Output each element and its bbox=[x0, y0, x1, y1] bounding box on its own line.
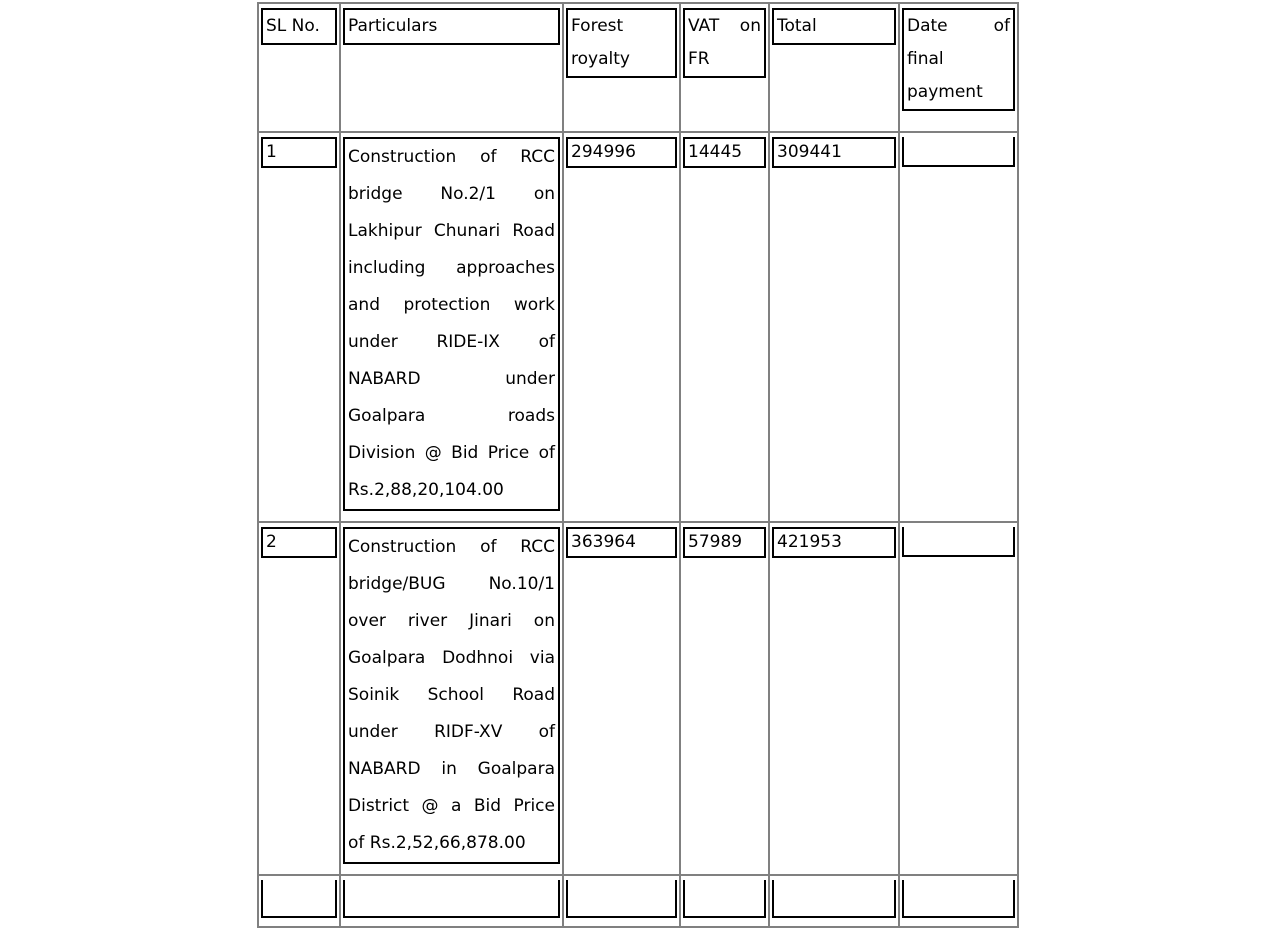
text-line: 57989 bbox=[688, 532, 743, 552]
row-3-cell-forest-royalty bbox=[564, 876, 681, 928]
row-2-cell-forest-royalty bbox=[564, 523, 681, 876]
text-line: over river Jinari on bbox=[348, 611, 555, 631]
row-3-cell-total-box bbox=[772, 880, 896, 918]
row-2-cell-vat-on-fr-box bbox=[683, 527, 766, 558]
row-1-cell-vat-on-fr-box bbox=[683, 137, 766, 168]
header-cell-total bbox=[770, 4, 900, 133]
row-1-cell-forest-royalty-box bbox=[566, 137, 677, 168]
text-line: final bbox=[907, 49, 944, 69]
row-2-cell-sl-no bbox=[259, 523, 341, 876]
text-line: Goalpara Dodhnoi via bbox=[348, 648, 555, 668]
text-line: Construction of RCC bbox=[348, 147, 555, 167]
text-line: Rs.2,88,20,104.00 bbox=[348, 480, 504, 500]
row-1-cell-sl-no-box bbox=[261, 137, 337, 168]
row-2-cell-date-of-final-payment-box bbox=[902, 527, 1015, 557]
text-line: Construction of RCC bbox=[348, 537, 555, 557]
text-line: 14445 bbox=[688, 142, 743, 162]
text-line: Division @ Bid Price of bbox=[348, 443, 555, 463]
header-cell-vat-on-fr bbox=[681, 4, 770, 133]
header-cell-vat-on-fr-box bbox=[683, 8, 766, 78]
row-1-cell-total-box bbox=[772, 137, 896, 168]
header-cell-sl-no-box bbox=[261, 8, 337, 45]
payments-table bbox=[257, 2, 1019, 928]
row-1-cell-particulars bbox=[341, 133, 564, 523]
text-line: Goalpara roads bbox=[348, 406, 555, 426]
text-line: payment bbox=[907, 82, 983, 102]
row-2-cell-sl-no-box bbox=[261, 527, 337, 558]
row-3-cell-total bbox=[770, 876, 900, 928]
text-line: royalty bbox=[571, 49, 630, 69]
header-cell-total-box bbox=[772, 8, 896, 45]
text-line: Date of bbox=[907, 16, 1010, 36]
row-2-cell-forest-royalty-box bbox=[566, 527, 677, 558]
text-line: Forest bbox=[571, 16, 624, 36]
text-line: 1 bbox=[266, 142, 277, 162]
text-line: District @ a Bid Price bbox=[348, 796, 555, 816]
row-2-cell-total-box bbox=[772, 527, 896, 558]
text-line: under RIDF-XV of bbox=[348, 722, 555, 742]
row-1-cell-vat-on-fr bbox=[681, 133, 770, 523]
text-line: Total bbox=[777, 16, 817, 36]
row-3-cell-sl-no-box bbox=[261, 880, 337, 918]
row-2-cell-particulars bbox=[341, 523, 564, 876]
row-1-cell-sl-no bbox=[259, 133, 341, 523]
text-line: of Rs.2,52,66,878.00 bbox=[348, 833, 526, 853]
text-line: 421953 bbox=[777, 532, 842, 552]
header-cell-forest-royalty bbox=[564, 4, 681, 133]
row-3-cell-particulars-box bbox=[343, 880, 560, 918]
text-line: bridge No.2/1 on bbox=[348, 184, 555, 204]
text-line: 2 bbox=[266, 532, 277, 552]
row-1-cell-date-of-final-payment-box bbox=[902, 137, 1015, 167]
row-2-cell-total bbox=[770, 523, 900, 876]
header-cell-sl-no bbox=[259, 4, 341, 133]
row-3-cell-date-of-final-payment-box bbox=[902, 880, 1015, 918]
text-line: FR bbox=[688, 49, 710, 69]
header-cell-particulars-box bbox=[343, 8, 560, 45]
text-line: 363964 bbox=[571, 532, 636, 552]
text-line: 309441 bbox=[777, 142, 842, 162]
row-3-cell-vat-on-fr-box bbox=[683, 880, 766, 918]
row-3-cell-sl-no bbox=[259, 876, 341, 928]
row-3-cell-vat-on-fr bbox=[681, 876, 770, 928]
row-1-cell-particulars-box bbox=[343, 137, 560, 511]
text-line: including approaches bbox=[348, 258, 555, 278]
text-line: and protection work bbox=[348, 295, 555, 315]
text-line: NABARD under bbox=[348, 369, 555, 389]
text-line: VAT on bbox=[688, 16, 761, 36]
row-3-cell-forest-royalty-box bbox=[566, 880, 677, 918]
text-line: Particulars bbox=[348, 16, 438, 36]
row-1-cell-forest-royalty bbox=[564, 133, 681, 523]
header-cell-date-of-final-payment-box bbox=[902, 8, 1015, 111]
row-2-cell-particulars-box bbox=[343, 527, 560, 864]
row-3-cell-particulars bbox=[341, 876, 564, 928]
text-line: Lakhipur Chunari Road bbox=[348, 221, 555, 241]
row-2-cell-vat-on-fr bbox=[681, 523, 770, 876]
text-line: Soinik School Road bbox=[348, 685, 555, 705]
text-line: SL No. bbox=[266, 16, 320, 36]
header-cell-forest-royalty-box bbox=[566, 8, 677, 78]
row-1-cell-date-of-final-payment bbox=[900, 133, 1019, 523]
text-line: under RIDE-IX of bbox=[348, 332, 555, 352]
header-cell-particulars bbox=[341, 4, 564, 133]
text-line: bridge/BUG No.10/1 bbox=[348, 574, 555, 594]
row-2-cell-date-of-final-payment bbox=[900, 523, 1019, 876]
text-line: 294996 bbox=[571, 142, 636, 162]
header-cell-date-of-final-payment bbox=[900, 4, 1019, 133]
text-line: NABARD in Goalpara bbox=[348, 759, 555, 779]
row-1-cell-total bbox=[770, 133, 900, 523]
row-3-cell-date-of-final-payment bbox=[900, 876, 1019, 928]
